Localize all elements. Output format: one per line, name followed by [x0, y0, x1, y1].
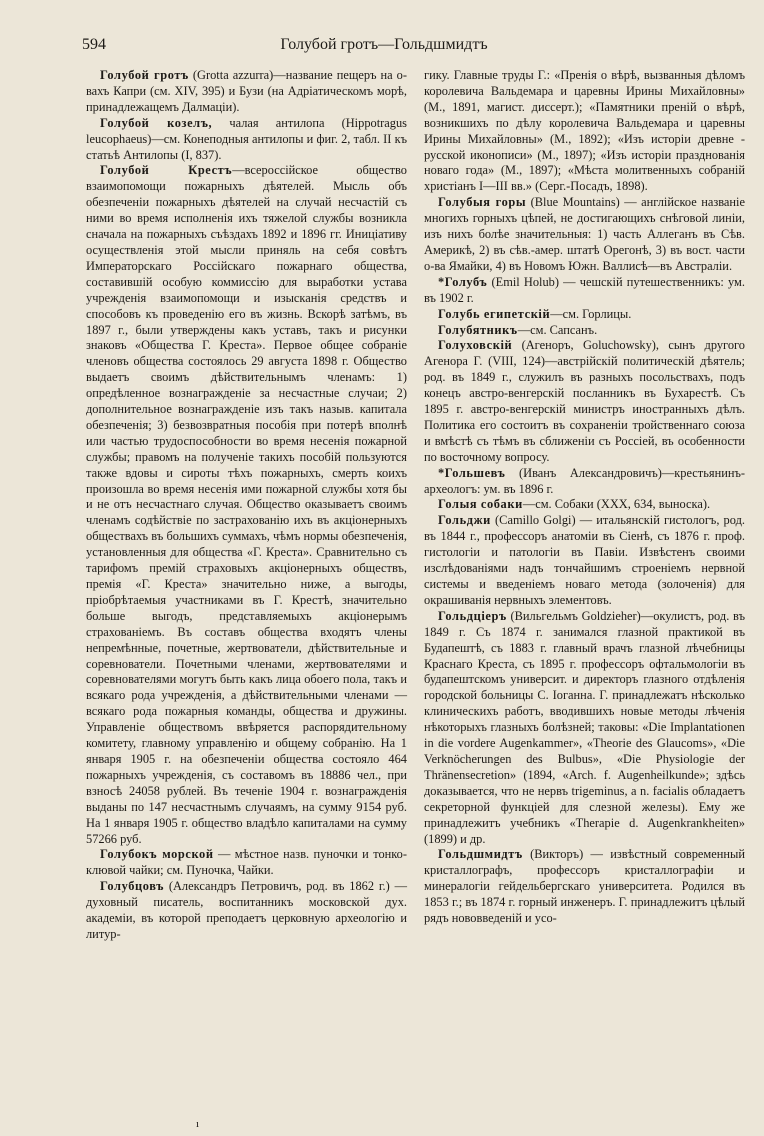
footer-mark: ı	[196, 1118, 200, 1130]
entry-headword: Голубыя горы	[438, 195, 527, 210]
entry-headword: Голубь египетскій	[438, 306, 551, 321]
entry-headword: *Гольшевъ	[438, 465, 506, 480]
entry-headword: Голыя собаки	[438, 497, 523, 512]
dictionary-entry	[86, 163, 407, 847]
dictionary-entry	[86, 116, 407, 164]
entry-headword: Голубой Крестъ	[100, 163, 233, 178]
left-column	[86, 68, 407, 943]
dictionary-entry	[86, 879, 407, 943]
entry-text: — мѣстное назв. пуночки и тонко-клювой чайки; см. Пуночка, Чайки.	[86, 847, 407, 878]
dictionary-entry	[424, 338, 745, 465]
entry-headword: Голубцовъ	[100, 879, 165, 894]
entry-headword: *Голубъ	[438, 274, 488, 289]
entry-text: —см. Горлицы.	[550, 306, 632, 321]
entry-headword: Голубой козелъ,	[100, 115, 213, 130]
entry-text: (Викторъ) — извѣстный современный кристаллографъ, профессоръ кристаллографіи и минералогіи гейдельбергскаго университета. Родился въ 1853 г.; въ 1874 г. горный инженеръ. Г. принадлежитъ цѣлый рядъ нововведеній и усо-	[424, 847, 745, 926]
dictionary-entry	[424, 609, 745, 848]
page-number: 594	[82, 36, 106, 53]
entry-text: (Александръ Петровичъ, род. въ 1862 г.) — духовный писатель, воспитанникъ московской дух. академіи, въ которой преподаетъ церковную археологію и литур-	[86, 879, 407, 941]
entry-text: (Агеноръ, Goluchowsky), сынъ другого Агенора Г. (VIII, 124)—австрійскій политическій дѣятель; род. въ 1849 г., служилъ въ разныхъ посольствахъ, подъ конецъ австро-венгерскій посланникъ въ Бухарестѣ. Съ 1895 г. австро-венгерскій министръ иностранныхъ дѣлъ. Политика его состоитъ въ сохраненіи тройственнаго союза и вмѣстѣ съ тѣмъ въ сближеніи съ Россіей, въ особенности по восточному вопросу.	[424, 338, 745, 464]
dictionary-entry	[424, 195, 745, 275]
entry-headword: Голуховскій	[438, 338, 513, 353]
right-column	[424, 68, 745, 927]
entry-text: (Emil Holub) — чешскій путешественникъ: ум. въ 1902 г.	[424, 274, 745, 305]
dictionary-entry	[424, 847, 745, 927]
entry-text: (Camillo Golgi) — итальянскій гистологъ, род. въ 1844 г., профессоръ анатоміи въ Сіенѣ, съ 1876 г. проф. гистологіи и патологіи въ Павіи. Извѣстенъ своими изслѣдованіями надъ тончайшимъ строеніемъ нервной системы и введеніемъ новаго метода (золоченія) для окрашиванія нервныхъ элементовъ.	[424, 513, 745, 607]
dictionary-entry	[424, 323, 745, 339]
entry-text: (Иванъ Александровичъ)—крестьянинъ-археологъ: ум. въ 1896 г.	[424, 465, 745, 496]
entry-headword: Гольджи	[438, 513, 491, 528]
entry-text: —всероссійское общество взаимопомощи пожарныхъ дѣятелей. Мысль объ обезпеченіи пожарныхъ дѣятелей на случай несчастій съ ними во время исполненія ихъ тяжелой службы возникла сначала на пожарныхъ съѣздахъ 1892 и 1896 гг. Иниціативу осуществленія этой мысли приняль на себя совѣтъ Императорскаго Россійскаго пожарнаго общества, составившій особую коммиссію для выработки устава учрежденія взаимопомощи и изысканія средствъ и способовъ къ проведенію его въ жизнь. Вскорѣ затѣмъ, въ 1897 г., были утверждены какъ уставъ, такъ и рисунки знаковъ «Общества Г. Креста». Первое общее собраніе членовъ общества состоялось 29 августа 1898 г. Общество выдаетъ своимъ дѣйствительнымъ членамъ: 1) опредѣленное вознагражденіе за несчастные случаи; 2) дополнительное вознагражденіе изъ такъ назыв. капитала обезпеченія; 3) безвозвратныя пособія при потерѣ вполнѣ или частью трудоспособности во время несенія пожарной службы; правомъ на полученіе такихъ пособій пользуются также вдовы и сироты тѣхъ пожарныхъ, смерть коихъ произошла во время несенія ими пожарной службы хотя бы и не отъ несчастнаго случая. Общество оказываетъ своимъ членамъ содѣйствіе по застрахованію ихъ въ акціонерныхъ обществахъ въ большихъ суммахъ, чѣмъ нормы обезпеченія, установленныя для общества «Г. Креста». Сравнительно съ тарифомъ премій страховыхъ акціонерныхъ обществъ, премія «Г. Креста» значительно ниже, а выгоды, пріобрѣтаемыя участниками въ Г. Крестѣ, значительно больше выгодъ, представляемыхъ акціонерымъ страхованіемъ. Въ составъ общества входятъ члены непремѣнные, почетные, жертвователи, дѣйствительные и соревнователи. Почетными членами, жертвователями и соревнователями могутъ быть какъ лица обоего пола, такъ и всякаго рода учрежденія, а дѣйствительными членами — всякаго рода пожарныя команды, общества и дружины. Управленіе обществомъ ввѣряется распорядительному комитету, главному управленію и общему собранію. На 1 января 1905 г. на обезпеченіи общества состояло 464 пожарныхъ учрежденія, съ составомъ въ 18886 чел., при взносѣ 24058 рублей. Въ теченіе 1904 г. вознагражденія выданы по 147 несчастнымъ случаямъ, на сумму 9154 руб. На 1 января 1905 г. общество владѣло капиталами на сумму 57266 руб.	[86, 163, 408, 846]
entry-headword: Голубокъ морской	[100, 847, 214, 862]
running-title: Голубой гротъ—Гольдшмидтъ	[280, 36, 488, 53]
entry-text: гику. Главные труды Г.: «Пренія о вѣрѣ, вызванныя дѣломъ королевича Вальдемара и царевны Ирины Михайловны» (М., 1891, магист. диссерт.); «Памятники преній о вѣрѣ, возникшихъ по дѣлу королевича Вальдемара и царевны Ирины Михайловны» (М., 1892); «Изъ исторіи древне - русской иконописи» (М., 1897); «Изъ исторіи празднованія новаго года» (М., 1897); «Мѣста молитвенныхъ собраній христіанъ I—III вв.» (Серг.-Посадъ, 1898).	[424, 68, 745, 194]
dictionary-entry	[424, 275, 745, 307]
dictionary-entry	[424, 466, 745, 498]
dictionary-entry	[424, 307, 745, 323]
entry-headword: Гольдшмидтъ	[438, 847, 523, 862]
entry-text: чалая антилопа (Hippotragus leucophaeus)—см. Конеподныя антилопы и фиг. 2, табл. II къ статьѣ Антилопы (I, 837).	[86, 115, 407, 162]
entry-text: —см. Сапсанъ.	[517, 322, 598, 337]
dictionary-entry	[424, 497, 745, 513]
entry-text: —см. Собаки (XXX, 634, выноска).	[522, 497, 711, 512]
entry-headword: Гольдціеръ	[438, 608, 507, 623]
page-header	[82, 36, 686, 60]
dictionary-entry	[86, 847, 407, 879]
entry-continuation	[424, 68, 745, 195]
entry-text: (Blue Mountains) — англійское названіе многихъ горныхъ цѣпей, не достигающихъ снѣговой линіи, изъ нихъ болѣе значительныя: 1) часть Аллеганъ въ Сѣв. Америкѣ, 2) въ сѣв.-амер. штатѣ Орегонѣ, 3) въ вост. части о-ва Ямайки, 4) въ Новомъ Южн. Валлисѣ—въ Австраліи.	[424, 195, 745, 273]
entry-headword: Голубой гротъ	[100, 68, 189, 82]
entry-text: (Grotta azzurra)—название пещеръ на о-вахъ Капри (см. XIV, 395) и Бузи (на Адріатическомъ морѣ, принадлежащемъ Далмаціи).	[86, 68, 407, 114]
dictionary-entry	[86, 68, 407, 116]
entry-text: (Вильгельмъ Goldzieher)—окулистъ, род. въ 1849 г. Съ 1874 г. занимался глазной практикой въ Будапештѣ, съ 1883 г. главный врачъ глазной лѣчебницы Краснаго Креста, съ 1895 г. профессоръ офтальмологіи въ будапештскомъ университ. и директоръ глазного отдѣленія городской больницы С. Іоганна. Г. принадлежатъ нѣсколько клиническихъ работъ, вводившихъ новые методы лѣченія нѣкоторыхъ глазныхъ болѣзней; таковы: «Die Implantationen in die vordere Augenkammer», «Theorie des Glaucoms», «Die Verknöcherungen des Bulbus», «Die Physiologie der Thränensecretion» (1894, «Arch. f. Augenheilkunde»; здѣсь доказывается, что не нервъ trigeminus, а n. facialis обладаетъ секреторной функціей для слезной железы). Ему же принадлежитъ учебникъ «Therapie d. Augenkrankheiten» (1899) и др.	[424, 608, 745, 846]
dictionary-entry	[424, 513, 745, 608]
entry-headword: Голубятникъ	[438, 322, 518, 337]
